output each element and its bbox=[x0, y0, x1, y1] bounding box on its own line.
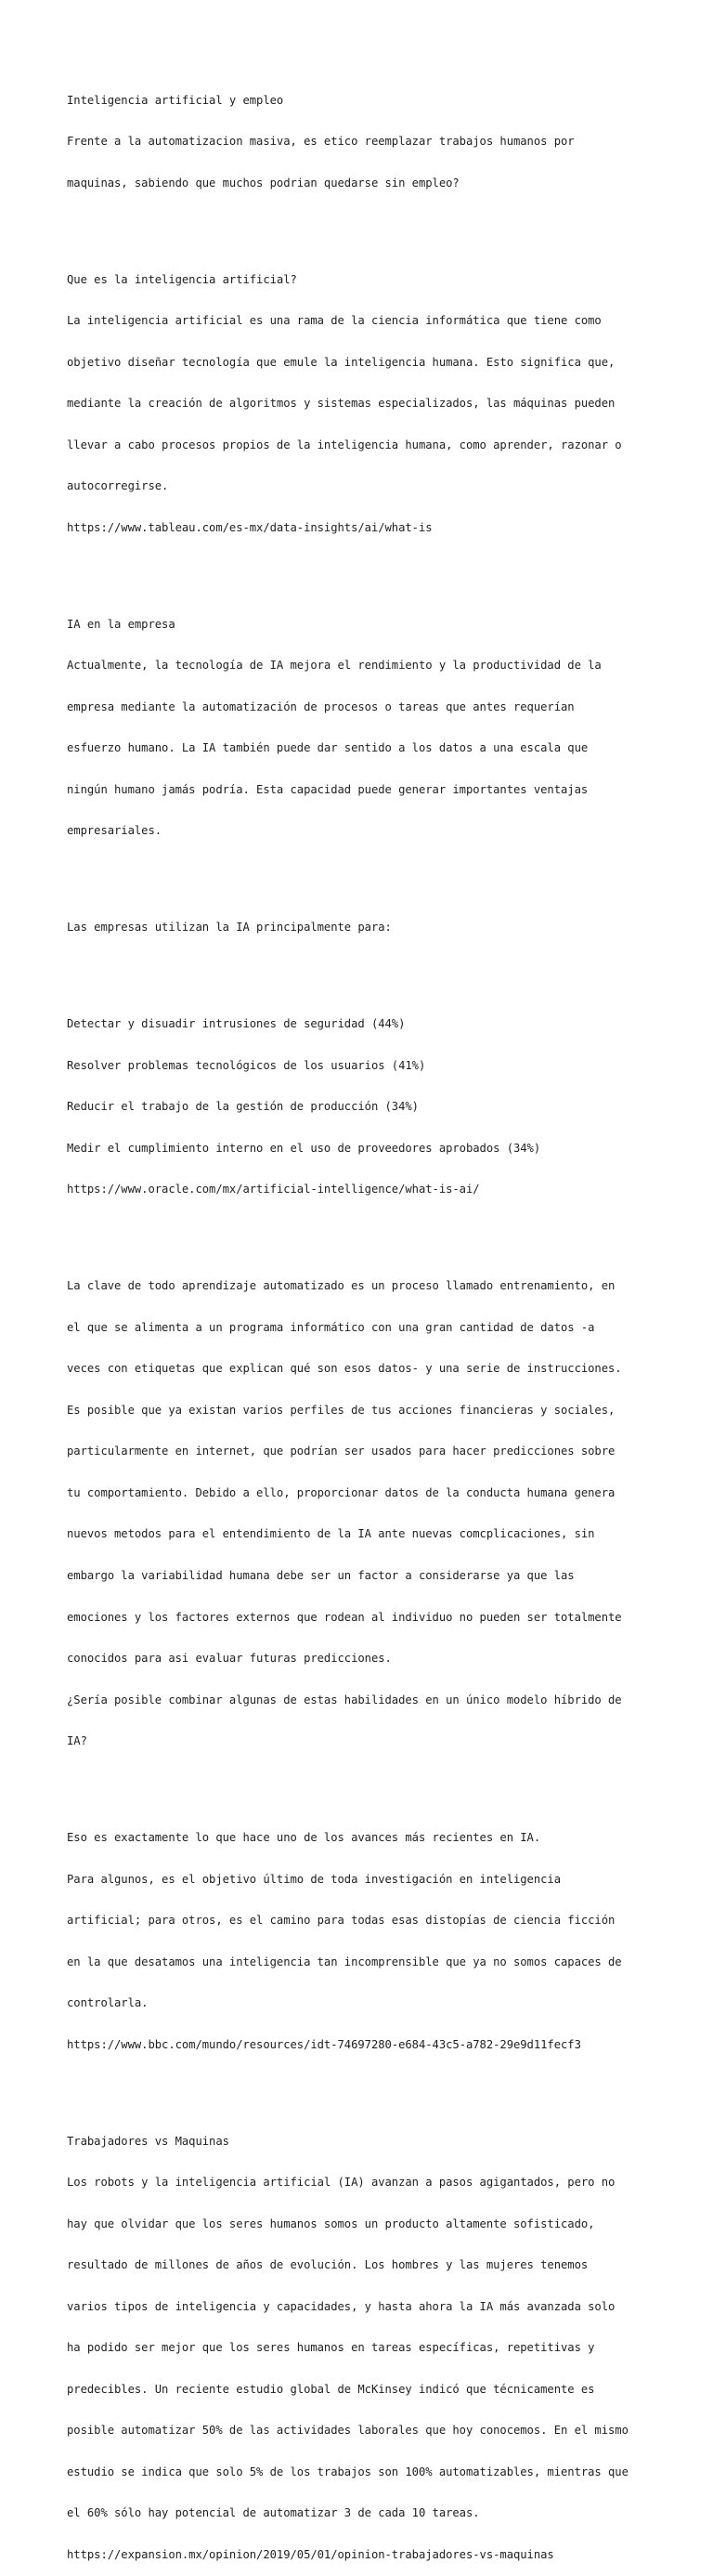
paragraph-line: Es posible que ya existan varios perfiles de tus acciones financieras y sociales, bbox=[67, 1403, 616, 1417]
paragraph-line: conocidos para asi evaluar futuras predicciones. bbox=[67, 1652, 392, 1666]
paragraph-line: mediante la creación de algoritmos y sistemas especializados, las máquinas pueden bbox=[67, 397, 616, 411]
source-url: https://www.oracle.com/mx/artificial-intelligence/what-is-ai/ bbox=[67, 1183, 480, 1196]
section-heading: IA en la empresa bbox=[67, 617, 175, 631]
blank-line bbox=[67, 1224, 661, 1238]
source-url: https://www.tableau.com/es-mx/data-insights/ai/what-is bbox=[67, 520, 433, 534]
section-heading: Que es la inteligencia artificial? bbox=[67, 272, 297, 286]
blank-line bbox=[67, 2079, 661, 2093]
list-item: Resolver problemas tecnológicos de los usuarios (41%) bbox=[67, 1058, 426, 1072]
blank-line bbox=[67, 866, 661, 880]
paragraph-line: embargo la variabilidad humana debe ser un factor a considerarse ya que las bbox=[67, 1568, 575, 1582]
paragraph-line: posible automatizar 50% de las actividades laborales que hoy conocemos. En el mismo bbox=[67, 2424, 629, 2438]
paragraph-line: particularmente en internet, que podrían ser usados para hacer predicciones sobre bbox=[67, 1445, 616, 1458]
paragraph-line: hay que olvidar que los seres humanos somos un producto altamente sofisticado, bbox=[67, 2216, 595, 2230]
paragraph-line: ha podido ser mejor que los seres humanos en tareas específicas, repetitivas y bbox=[67, 2341, 595, 2355]
paragraph-line: tu comportamiento. Debido a ello, proporcionar datos de la conducta humana genera bbox=[67, 1485, 616, 1499]
paragraph-line: empresa mediante la automatización de procesos o tareas que antes requerían bbox=[67, 700, 575, 713]
paragraph-line: esfuerzo humano. La IA también puede dar sentido a los datos a una escala que bbox=[67, 741, 589, 755]
paragraph-line: varios tipos de inteligencia y capacidades, y hasta ahora la IA más avanzada solo bbox=[67, 2299, 616, 2313]
paragraph-line: llevar a cabo procesos propios de la inteligencia humana, como aprender, razonar o bbox=[67, 438, 622, 451]
paragraph-line: estudio se indica que solo 5% de los trabajos son 100% automatizables, mientras que bbox=[67, 2465, 629, 2478]
list-item: Medir el cumplimiento interno en el uso de proveedores aprobados (34%) bbox=[67, 1141, 541, 1155]
paragraph-line: el que se alimenta a un programa informático con una gran cantidad de datos -a bbox=[67, 1320, 595, 1334]
paragraph-line: el 60% sólo hay potencial de automatizar 3 de cada 10 tareas. bbox=[67, 2506, 480, 2520]
paragraph-line: resultado de millones de años de evolución. Los hombres y las mujeres tenemos bbox=[67, 2258, 589, 2272]
document-title: Inteligencia artificial y empleo bbox=[67, 93, 284, 107]
paragraph-line: Los robots y la inteligencia artificial (IA) avanzan a pasos agigantados, pero no bbox=[67, 2176, 616, 2190]
paragraph-line: Las empresas utilizan la IA principalmente para: bbox=[67, 921, 392, 935]
paragraph-line: La clave de todo aprendizaje automatizado es un proceso llamado entrenamiento, en bbox=[67, 1279, 616, 1293]
paragraph-line: La inteligencia artificial es una rama de la ciencia informática que tiene como bbox=[67, 314, 602, 328]
paragraph-line: predecibles. Un reciente estudio global de McKinsey indicó que técnicamente es bbox=[67, 2382, 595, 2396]
paragraph-line: artificial; para otros, es el camino para todas esas distopías de ciencia ficción bbox=[67, 1914, 616, 1928]
paragraph-line: Para algunos, es el objetivo último de toda investigación en inteligencia bbox=[67, 1872, 561, 1886]
paragraph-line: emociones y los factores externos que rodean al individuo no pueden ser totalmente bbox=[67, 1610, 622, 1624]
paragraph-line: objetivo diseñar tecnología que emule la inteligencia humana. Esto significa que, bbox=[67, 355, 616, 369]
blank-line bbox=[67, 962, 661, 976]
paragraph-line: nuevos metodos para el entendimiento de la IA ante nuevas comcplicaciones, sin bbox=[67, 1527, 595, 1541]
intro-line: Frente a la automatizacion masiva, es etico reemplazar trabajos humanos por bbox=[67, 135, 575, 149]
paragraph-line: veces con etiquetas que explican qué son esos datos- y una serie de instrucciones. bbox=[67, 1362, 622, 1376]
paragraph-line: en la que desatamos una inteligencia tan incomprensible que ya no somos capaces de bbox=[67, 1955, 622, 1968]
paragraph-line: Actualmente, la tecnología de IA mejora el rendimiento y la productividad de la bbox=[67, 659, 602, 673]
document-page bbox=[67, 66, 661, 2576]
section-heading: Trabajadores vs Maquinas bbox=[67, 2134, 229, 2148]
paragraph-line: ¿Sería posible combinar algunas de estas habilidades en un único modelo híbrido de bbox=[67, 1693, 622, 1706]
blank-line bbox=[67, 562, 661, 576]
paragraph-line: IA? bbox=[67, 1734, 87, 1748]
blank-line bbox=[67, 217, 661, 231]
paragraph-line: empresariales. bbox=[67, 824, 162, 838]
source-url: https://expansion.mx/opinion/2019/05/01/opinion-trabajadores-vs-maquinas bbox=[67, 2547, 554, 2561]
list-item: Reducir el trabajo de la gestión de producción (34%) bbox=[67, 1100, 419, 1114]
blank-line bbox=[67, 1776, 661, 1790]
list-item: Detectar y disuadir intrusiones de seguridad (44%) bbox=[67, 1017, 406, 1031]
source-url: https://www.bbc.com/mundo/resources/idt-74697280-e684-43c5-a782-29e9d11fecf3 bbox=[67, 2037, 581, 2051]
intro-line: maquinas, sabiendo que muchos podrian quedarse sin empleo? bbox=[67, 176, 460, 190]
paragraph-line: autocorregirse. bbox=[67, 479, 169, 493]
paragraph-line: ningún humano jamás podría. Esta capacidad puede generar importantes ventajas bbox=[67, 782, 589, 796]
paragraph-line: controlarla. bbox=[67, 1996, 149, 2010]
paragraph-line: Eso es exactamente lo que hace uno de los avances más recientes en IA. bbox=[67, 1831, 541, 1844]
